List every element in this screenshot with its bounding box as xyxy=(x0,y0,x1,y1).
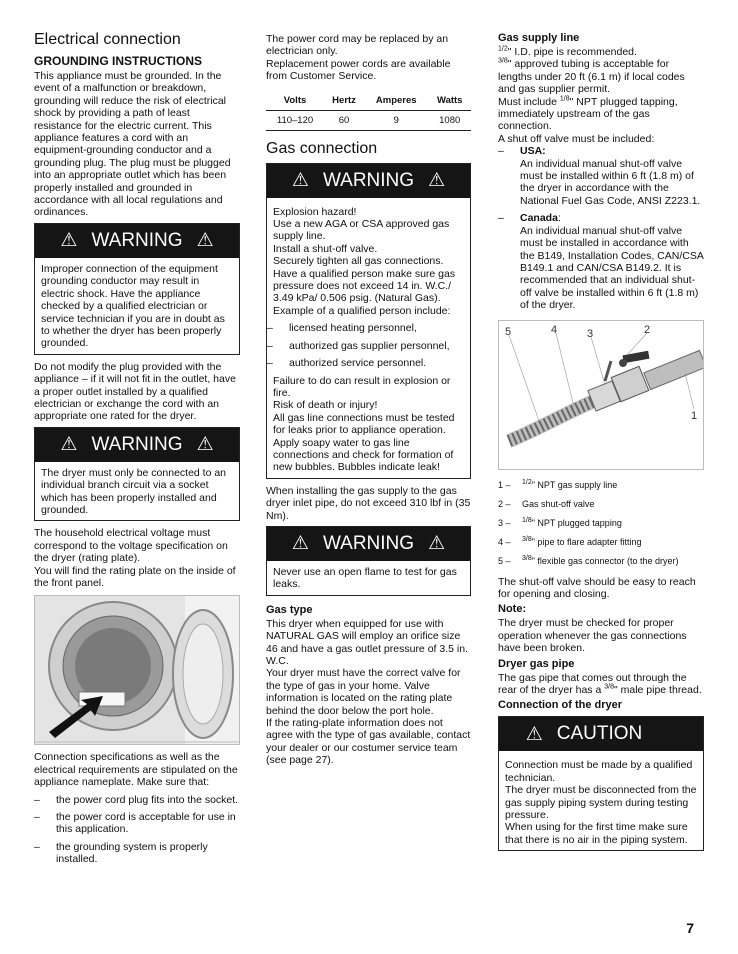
warning-triangle-icon: ⚠ xyxy=(291,533,309,555)
diagram-label: 2 xyxy=(644,323,651,336)
table-cell: 110–120 xyxy=(266,110,324,130)
supply-line-1: $^{1/2}$" I.D. pipe is recommended. xyxy=(498,45,637,58)
gas-type-text: Your dryer must have the correct valve for the type of gas in your home. Valve information is located on the rating plate behind the door below the port hole. xyxy=(266,667,461,717)
warning-header xyxy=(35,428,239,462)
diagram-label: 4 xyxy=(551,323,558,336)
warning-text: Never use an open flame to test for gas leaks. xyxy=(273,565,457,591)
column-electrical xyxy=(34,30,240,866)
usa-item: – USA: An individual manual shut-off valve must be installed within 6 ft (1.8 m) of the dryer in accordance with the National Fuel Gas Code, ANSI Z223.1. xyxy=(498,145,701,207)
caution-line: The dryer must be disconnected from the gas supply piping system during testing pressure. xyxy=(505,784,697,821)
warning-triangle-icon: ⚠ xyxy=(196,230,214,252)
table-header: Amperes xyxy=(364,89,428,111)
legend-item: 5 – $^{3/8}$" flexible gas connector (to the dryer) xyxy=(498,554,679,566)
gas-valve-diagram xyxy=(498,320,704,470)
warning-line: Risk of death or injury! xyxy=(273,399,378,412)
list-item: – the grounding system is properly installed. xyxy=(34,840,208,866)
table-header: Watts xyxy=(428,89,471,111)
gas-supply-title: Gas supply line xyxy=(498,32,580,44)
warning-triangle-icon: ⚠ xyxy=(291,170,309,192)
valve-text: The shut-off valve should be easy to reach for opening and closing. xyxy=(498,575,696,600)
table-header: Volts xyxy=(266,89,324,111)
legend-item: 2 – Gas shut-off valve xyxy=(498,498,595,509)
list-item: – licensed heating personnel, xyxy=(267,322,417,335)
connection-spec-text: Connection specifications as well as the electrical requirements are stipulated on the appliance nameplate. Make sure that: xyxy=(34,751,238,789)
table-cell: 9 xyxy=(364,110,428,130)
section-title-gas: Gas connection xyxy=(266,139,378,157)
warning-box-open-flame xyxy=(266,526,471,596)
gas-type-text: If the rating-plate information does not agree with the type of gas available, contact your dealer or our costumer service team (see page 27). xyxy=(266,717,471,767)
cord-text: The power cord may be replaced by an electrician only. xyxy=(266,33,449,58)
supply-line-2: $^{3/8}$" approved tubing is acceptable for lengths under 20 ft (6.1 m) if local codes and gas supplier permit. xyxy=(498,57,685,96)
list-item: – the power cord plug fits into the socket. xyxy=(34,793,239,806)
warning-triangle-icon: ⚠ xyxy=(196,434,214,456)
warning-header xyxy=(267,527,470,561)
grounding-subtitle: GROUNDING INSTRUCTIONS xyxy=(34,54,202,68)
warning-box-branch-circuit xyxy=(34,427,240,522)
legend-item: 1 – $^{1/2}$" NPT gas supply line xyxy=(498,478,618,490)
connection-title: Connection of the dryer xyxy=(498,699,623,712)
table-header-row xyxy=(266,89,471,111)
warning-triangle-icon: ⚠ xyxy=(60,434,78,456)
replacement-text: Replacement power cords are available from Customer Service. xyxy=(266,57,451,83)
page-number: 7 xyxy=(686,920,694,936)
warning-text: Improper connection of the equipment grounding conductor may result in electric shock. Have the appliance checked by a qualified electrician or service technician if you are in doubt as to whether the dryer has been properly grounded. xyxy=(41,262,225,350)
gas-type-title: Gas type xyxy=(266,603,313,616)
note-title: Note: xyxy=(498,603,527,616)
table-header: Hertz xyxy=(324,89,364,111)
list-item: – the power cord is acceptable for use in this application. xyxy=(34,811,236,836)
warning-triangle-icon: ⚠ xyxy=(525,723,543,745)
warning-box-grounding xyxy=(34,223,240,355)
caution-label: CAUTION xyxy=(556,723,643,745)
caution-line: Connection must be made by a qualified technician. xyxy=(505,759,693,784)
canada-item: – Canada: An individual manual shut-off valve must be installed in accordance with the B149, Installation Codes, CAN/CSA B149.1 and CAN/CSA B149.2. It is recommended that an individual shut-off valve be installed within 6 ft (1.8 m) of the dryer. xyxy=(498,212,704,312)
column-gas-supply xyxy=(498,32,704,857)
warning-line: Have a qualified person make sure gas pressure does not exceed 14 in. W.C./ 3.49 kPa/ 0.506 psig. (Natural Gas). xyxy=(273,267,456,305)
table-cell: 60 xyxy=(324,110,364,130)
warning-line: Explosion hazard! xyxy=(273,205,357,218)
table-cell: 1080 xyxy=(428,110,471,130)
dryer-door-illustration xyxy=(34,595,240,745)
warning-line: Install a shut-off valve. xyxy=(273,242,378,255)
warning-triangle-icon: ⚠ xyxy=(428,170,446,192)
warning-line: Failure to do can result in explosion or fire. xyxy=(273,374,451,399)
note-text: The dryer must be checked for proper operation whenever the gas connections have been broken. xyxy=(498,617,687,655)
diagram-label: 1 xyxy=(691,409,698,422)
warning-line: Securely tighten all gas connections. xyxy=(273,255,444,268)
plug-text: Do not modify the plug provided with the appliance – if it will not fit in the outlet, have a proper outlet installed by a qualified electrician or exchange the cord with an appropriate one rated for the dryer. xyxy=(34,360,236,423)
warning-label: WARNING xyxy=(91,229,183,251)
warning-line: Use a new AGA or CSA approved gas supply line. xyxy=(273,218,450,243)
caution-line: When using for the first time make sure that there is no air in the piping system. xyxy=(505,821,688,846)
warning-header xyxy=(35,224,239,258)
caution-header xyxy=(499,717,703,751)
warning-line: All gas line connections must be tested for leaks prior to appliance operation. Apply soapy water to gas line connections and check for formation of new bubbles. Bubbles indicate leak! xyxy=(273,411,455,474)
rating-plate-text: You will find the rating plate on the inside of the front panel. xyxy=(34,564,236,589)
diagram-legend xyxy=(498,476,704,571)
column-gas-connection xyxy=(266,33,471,767)
legend-item: 4 – $^{3/8}$" pipe to flare adapter fitting xyxy=(498,535,642,547)
include-text: Must include $^{1/8}$" NPT plugged tapping, immediately upstream of the gas connection. xyxy=(498,95,678,133)
list-item: – authorized gas supplier personnel, xyxy=(267,339,450,352)
diagram-label: 5 xyxy=(505,325,512,338)
warning-label: WARNING xyxy=(322,532,415,554)
section-title-electrical: Electrical connection xyxy=(34,31,181,48)
list-item: – authorized service personnel. xyxy=(267,357,427,370)
dryer-pipe-text: The gas pipe that comes out through the rear of the dryer has a $^{3/8}$" male pipe thread. xyxy=(498,671,702,696)
grounding-intro: This appliance must be grounded. In the event of a malfunction or breakdown, grounding will reduce the risk of electrical shock by providing a path of least resistance for the electric current. This appliance features a cord with an equipment-grounding conductor and a grounding plug. The plug must be plugged into an appropriate outlet which has been properly installed and grounded in accordance with all local regulations and ordinances. xyxy=(34,70,231,219)
warning-line: Example of a qualified person include: xyxy=(273,304,451,317)
gas-type-text: This dryer when equipped for use with NATURAL GAS will employ an orifice size 46 and have a gas outlet pressure of 3.5 in. W.C. xyxy=(266,617,468,667)
warning-label: WARNING xyxy=(91,433,183,455)
warning-triangle-icon: ⚠ xyxy=(60,230,78,252)
table-row xyxy=(266,110,471,130)
warning-text: The dryer must only be connected to an individual branch circuit via a socket which has been properly installed and grounded. xyxy=(41,466,227,516)
shutoff-intro: A shut off valve must be included: xyxy=(498,132,655,145)
torque-text: When installing the gas supply to the gas dryer inlet pipe, do not exceed 310 lbf in (35 Nm). xyxy=(266,484,471,522)
warning-label: WARNING xyxy=(322,169,415,191)
warning-box-explosion xyxy=(266,163,471,479)
warning-triangle-icon: ⚠ xyxy=(428,533,446,555)
caution-box xyxy=(498,716,704,851)
diagram-label: 3 xyxy=(587,327,594,340)
legend-item: 3 – $^{1/8}$" NPT plugged tapping xyxy=(498,516,622,528)
dryer-pipe-title: Dryer gas pipe xyxy=(498,657,575,670)
electrical-spec-table xyxy=(266,89,471,131)
warning-header xyxy=(267,164,470,198)
voltage-text: The household electrical voltage must correspond to the voltage specification on the dryer (rating plate). xyxy=(34,527,228,565)
